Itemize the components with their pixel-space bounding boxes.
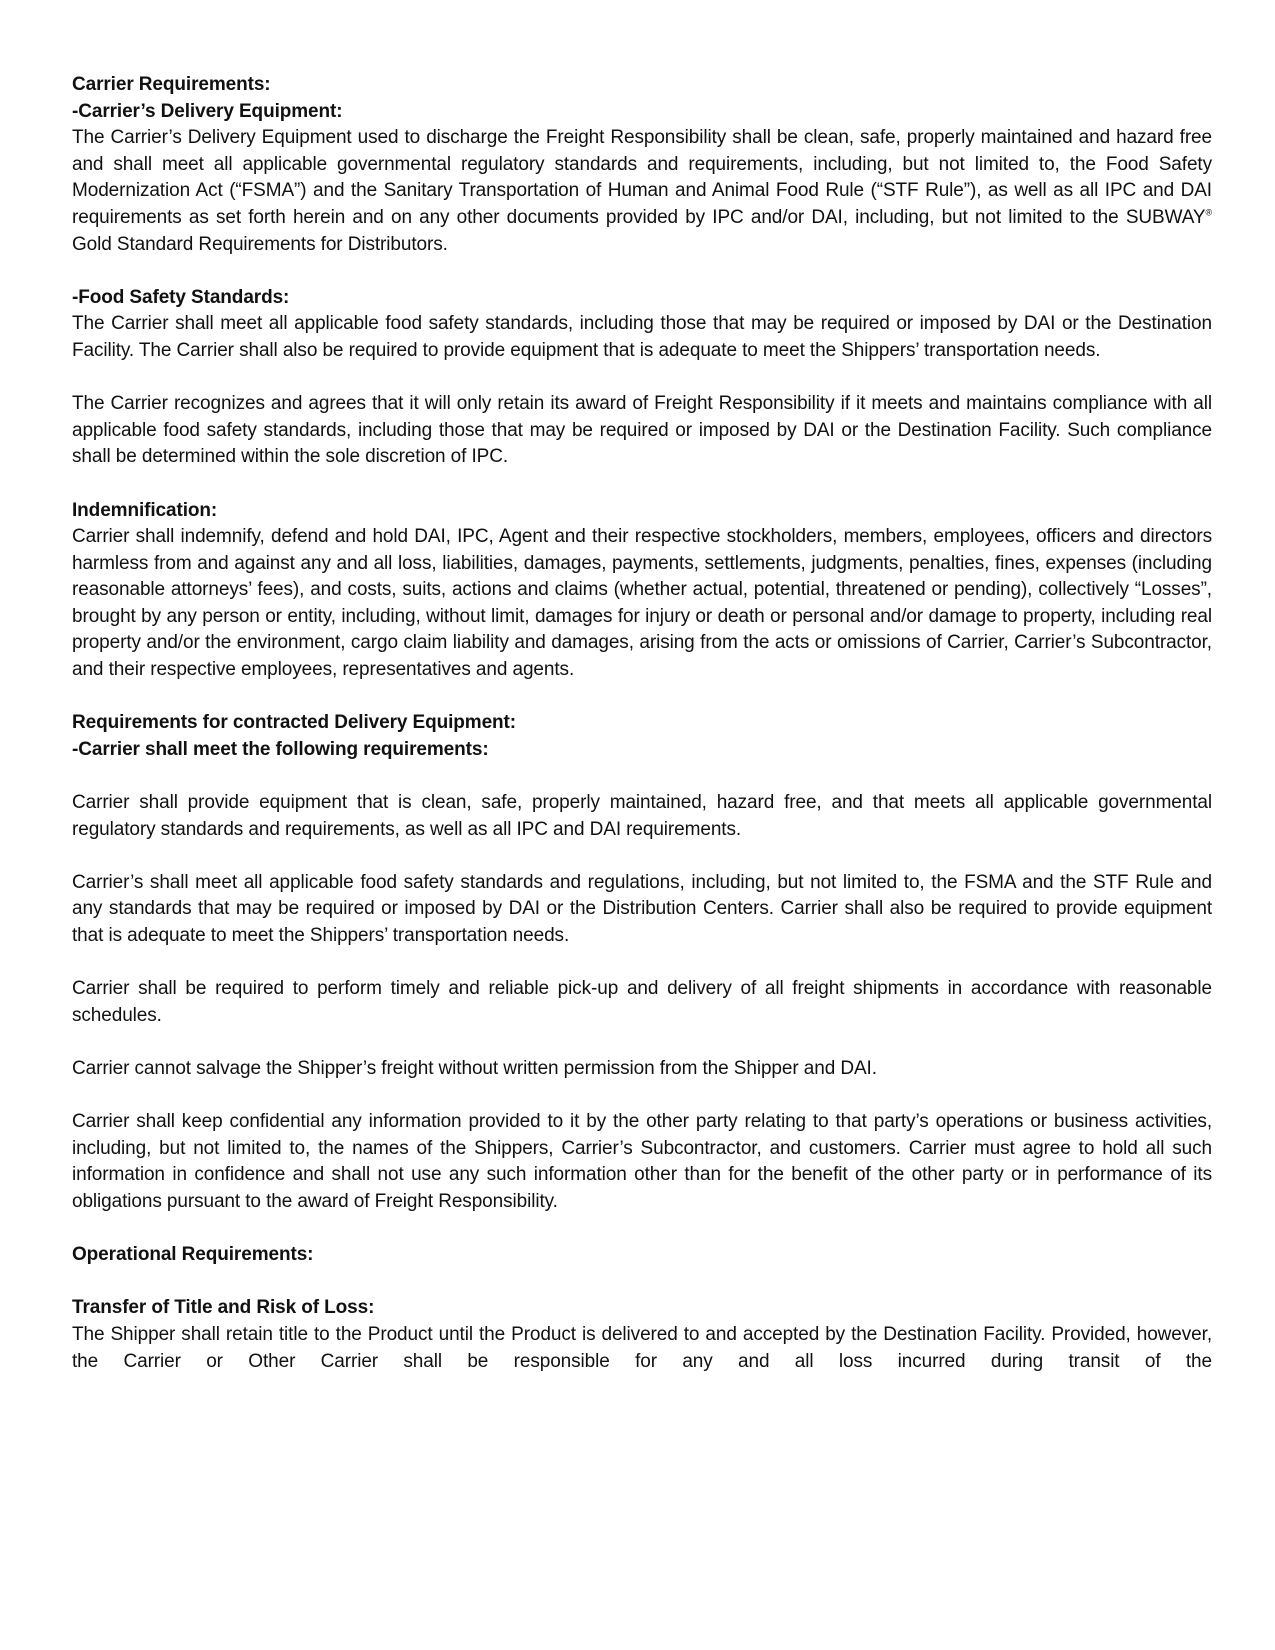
heading-operational: Operational Requirements: xyxy=(72,1244,314,1266)
heading-food-safety: -Food Safety Standards: xyxy=(72,286,290,308)
heading-contracted-equipment: Requirements for contracted Delivery Equipment: xyxy=(72,712,517,734)
paragraph-equipment-3: Carrier shall be required to perform timely and reliable pick-up and delivery of all freight shipments in accordance with reasonable schedules. xyxy=(72,978,1212,1026)
heading-indemnification: Indemnification: xyxy=(72,499,218,521)
section-operational xyxy=(72,1242,1212,1269)
section-indemnification xyxy=(72,498,1212,684)
paragraph-equipment-2: Carrier’s shall meet all applicable food safety standards and regulations, including, but not limited to, the FSMA and the STF Rule and any standards that may be required or imposed by DAI or the Distribution Centers. Carrier shall also be required to provide equipment that is adequate to meet the Shippers’ transportation needs. xyxy=(72,871,1212,946)
section-food-safety xyxy=(72,285,1212,365)
paragraph-equipment-1: Carrier shall provide equipment that is clean, safe, properly maintained, hazard free, and that meets all applicable governmental regulatory standards and requirements, as well as all IPC and DAI requirements. xyxy=(72,792,1212,840)
document-page xyxy=(72,72,1212,1375)
section-equipment-paragraph-3 xyxy=(72,976,1212,1029)
delivery-equipment-text-part1: The Carrier’s Delivery Equipment used to discharge the Freight Responsibility shall be clean, safe, properly maintained and hazard free and shall meet all applicable governmental regulatory standards and requirements, including, but not limited to, the Food Safety Modernization Act (“FSMA”) and the Sanitary Transportation of Human and Animal Food Rule (“STF Rule”), as well as all IPC and DAI requirements as set forth herein and on any other documents provided by IPC and/or DAI, including, but not limited to the SUBWAY xyxy=(72,127,1212,228)
heading-transfer-of-title: Transfer of Title and Risk of Loss: xyxy=(72,1297,375,1319)
paragraph-indemnification: Carrier shall indemnify, defend and hold DAI, IPC, Agent and their respective stockholders, members, employees, officers and directors harmless from and against any and all loss, liabilities, damages, payments, settlements, judgments, penalties, fines, expenses (including reasonable attorneys’ fees), and costs, suits, actions and claims (whether actual, potential, threatened or pending), collectively “Losses”, brought by any person or entity, including, without limit, damages for injury or death or personal and/or damage to property, including real property and/or the environment, cargo claim liability and damages, arising from the acts or omissions of Carrier, Carrier’s Subcontractor, and their respective employees, representatives and agents. xyxy=(72,526,1212,681)
registered-mark: ® xyxy=(1205,207,1212,218)
paragraph-food-safety-1: The Carrier shall meet all applicable food safety standards, including those that may be required or imposed by DAI or the Destination Facility. The Carrier shall also be required to provide equipment that is adequate to meet the Shippers’ transportation needs. xyxy=(72,313,1212,361)
paragraph-transfer-of-title: The Shipper shall retain title to the Product until the Product is delivered to and accepted by the Destination Facility. Provided, however, the Carrier or Other Carrier shall be responsible for any and all loss incurred during transit of the xyxy=(72,1323,1212,1372)
section-equipment-paragraph-5 xyxy=(72,1109,1212,1215)
section-contracted-equipment xyxy=(72,710,1212,763)
heading-carrier-requirements: Carrier Requirements: xyxy=(72,74,271,95)
delivery-equipment-text-part2: Gold Standard Requirements for Distributors. xyxy=(72,233,448,255)
paragraph-food-safety-2: The Carrier recognizes and agrees that it will only retain its award of Freight Responsibility if it meets and maintains compliance with all applicable food safety standards, including those that may be required or imposed by DAI or the Destination Facility. Such compliance shall be determined within the sole discretion of IPC. xyxy=(72,393,1212,468)
section-equipment-paragraph-1 xyxy=(72,790,1212,843)
paragraph-delivery-equipment xyxy=(72,125,1212,258)
section-equipment-paragraph-4 xyxy=(72,1056,1212,1083)
paragraph-equipment-5: Carrier shall keep confidential any information provided to it by the other party relating to that party’s operations or business activities, including, but not limited to, the names of the Shippers, Carrier’s Subcontractor, and customers. Carrier must agree to hold all such information in confidence and shall not use any such information other than for the benefit of the other party or in performance of its obligations pursuant to the award of Freight Responsibility. xyxy=(72,1111,1212,1212)
section-carrier-requirements xyxy=(72,72,1212,258)
subheading-carrier-requirements-list: -Carrier shall meet the following requirements: xyxy=(72,738,489,760)
section-transfer-of-title xyxy=(72,1295,1212,1375)
paragraph-equipment-4: Carrier cannot salvage the Shipper’s freight without written permission from the Shipper and DAI. xyxy=(72,1057,877,1079)
section-equipment-paragraph-2 xyxy=(72,870,1212,950)
subheading-delivery-equipment: -Carrier’s Delivery Equipment: xyxy=(72,100,343,122)
section-food-safety-retention xyxy=(72,391,1212,471)
